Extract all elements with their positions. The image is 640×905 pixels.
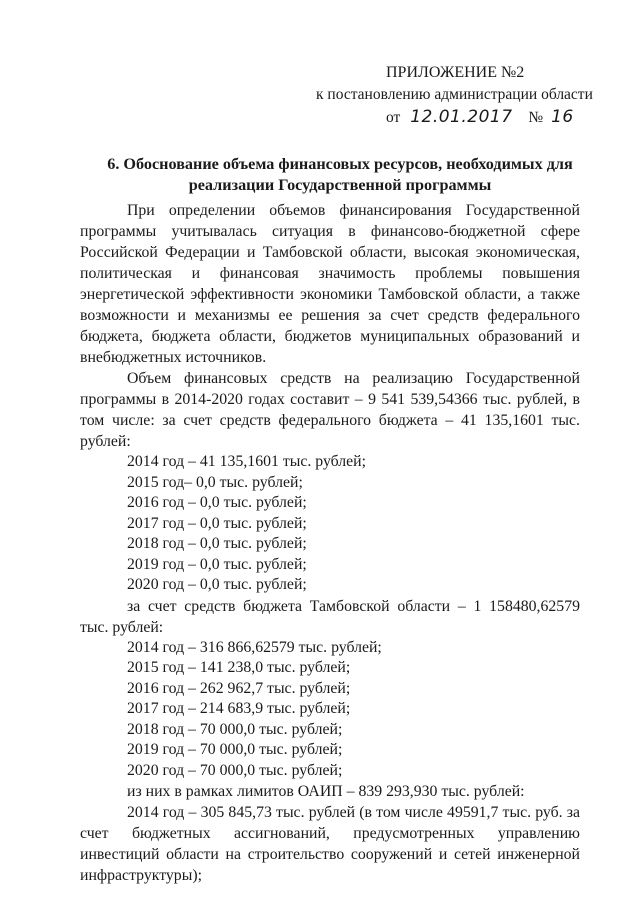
document-body [80,200,580,886]
list-item: 2014 год – 41 135,1601 тыс. рублей; [127,453,367,470]
number-label: № [528,109,544,126]
list-item: 2018 год – 70 000,0 тыс. рублей; [127,720,343,738]
list-item: 2015 год– 0,0 тыс. рублей; [127,473,303,491]
paragraph-regional-budget: за счет средств бюджета Тамбовской области – 1 158480,62579 тыс. рублей: [80,597,580,636]
paragraph-oaip-limits: из них в рамках лимитов ОАИП – 839 293,930 тыс. рублей: [127,783,525,800]
section-title [80,154,600,196]
from-label: от [386,109,401,126]
list-item: 2016 год – 0,0 тыс. рублей; [127,494,307,511]
list-item: 2014 год – 316 866,62579 тыс. рублей; [127,638,382,656]
list-item: 2017 год – 0,0 тыс. рублей; [127,514,307,532]
list-item: 2017 год – 214 683,9 тыс. рублей; [127,700,351,717]
list-item: 2015 год – 141 238,0 тыс. рублей; [127,659,351,676]
section-title-line-2: реализации Государственной программы [188,176,492,194]
list-item: 2019 год – 0,0 тыс. рублей; [127,555,307,573]
list-item: 2020 год – 70 000,0 тыс. рублей; [127,761,343,779]
paragraph-total-volume: Объем финансовых средств на реализацию Государственной программы в 2014-2020 годах составит – 9 541 539,54366 тыс. рублей, в том числе: за счет средств федерального бюджета – 41 135,1601 тыс. рублей: [80,370,580,450]
list-item: 2019 год – 70 000,0 тыс. рублей; [127,741,343,758]
section-title-line-1: 6. Обоснование объема финансовых ресурсов, необходимых для [107,155,573,173]
federal-budget-list [80,452,580,596]
regional-budget-list [80,638,580,782]
date-number-line [386,107,574,127]
handwritten-number: 16 [551,107,574,127]
paragraph-intro: При определении объемов финансирования Государственной программы учитывалась ситуация в финансово-бюджетной сфере Российской Федерации и Тамбовской области, высокая экономическая, политическая и финансовая значимость проблемы повышения энергетической эффективности экономики Тамбовской области, а также возможности и механизмы ее решения за счет средств федерального бюджета, бюджета области, бюджетов муниципальных образований и внебюджетных источников. [80,202,580,366]
list-item: 2020 год – 0,0 тыс. рублей; [127,576,307,593]
resolution-reference: к постановлению администрации области [316,86,593,103]
list-item: 2016 год – 262 962,7 тыс. рублей; [127,679,351,697]
paragraph-2014-oaip: 2014 год – 305 845,73 тыс. рублей (в том числе 49591,7 тыс. руб. за счет бюджетных ассигнований, предусмотренных управлению инвестиций области на строительство сооружений и сетей инженерной инфраструктуры); [80,804,580,884]
list-item: 2018 год – 0,0 тыс. рублей; [127,535,307,552]
appendix-label: ПРИЛОЖЕНИЕ №2 [386,64,525,81]
handwritten-date: 12.01.2017 [410,107,513,127]
